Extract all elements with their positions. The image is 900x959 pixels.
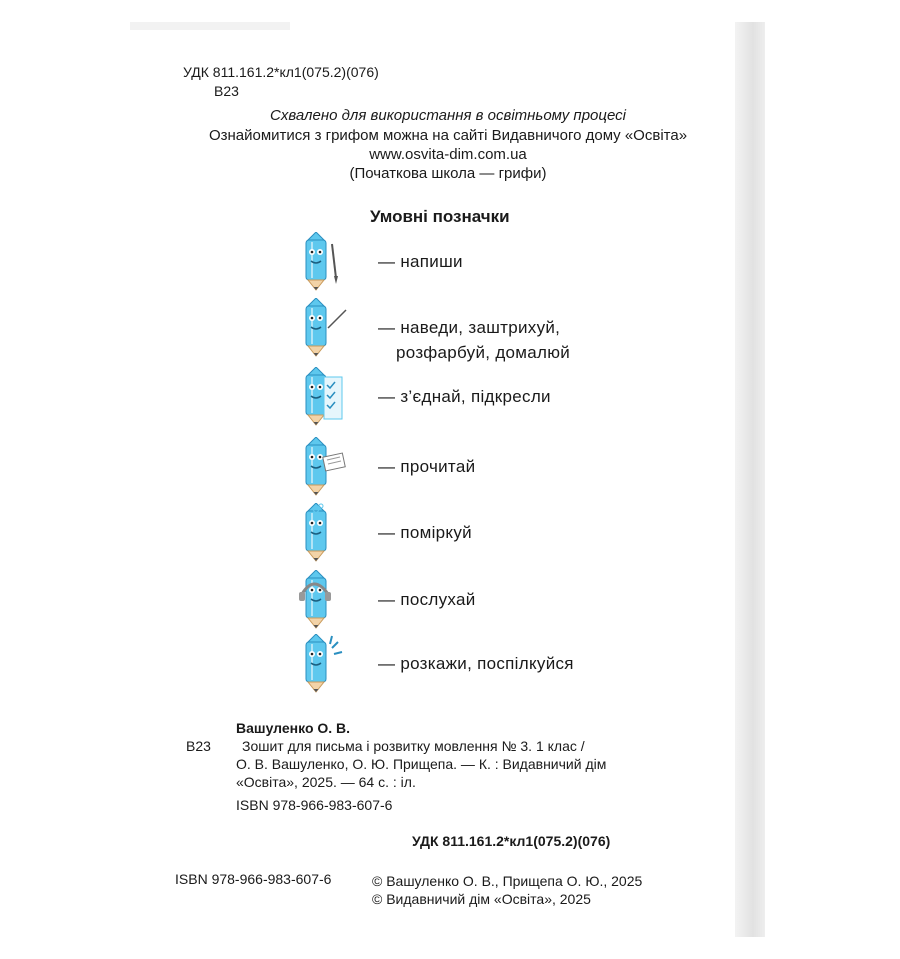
publisher-url: www.osvita-dim.com.ua xyxy=(369,146,527,163)
copyright-authors: © Вашуленко О. В., Прищепа О. Ю., 2025 xyxy=(372,873,643,889)
pencil-checklist-icon xyxy=(294,367,350,432)
grif-info: Ознайомитися з грифом можна на сайті Видавничого дому «Освіта» xyxy=(208,127,688,144)
scan-smudge xyxy=(130,22,290,30)
bibliography-line: «Освіта», 2025. — 64 с. : іл. xyxy=(236,774,416,790)
pencil-reading-icon xyxy=(294,437,350,502)
bibliography-isbn: ISBN 978-966-983-607-6 xyxy=(236,797,393,813)
legend-label: — розкажи, поспілкуйся xyxy=(378,654,574,673)
approval-note: Схвалено для використання в освітньому процесі xyxy=(270,107,626,124)
grif-section: (Початкова школа — грифи) xyxy=(349,165,547,182)
legend-label: — наведи, заштрихуй, xyxy=(378,318,561,337)
page-fold-shadow xyxy=(735,22,765,937)
legend-label: — послухай xyxy=(378,590,476,609)
bibliography-line: О. В. Вашуленко, О. Ю. Прищепа. — К. : Видавничий дім xyxy=(236,756,607,772)
library-code: В23 xyxy=(214,83,239,99)
pencil-pointer-icon xyxy=(294,298,350,363)
footer-isbn: ISBN 978-966-983-607-6 xyxy=(175,871,332,887)
pencil-thinking-icon xyxy=(294,503,350,568)
legend-title: Умовні позначки xyxy=(370,207,510,226)
bibliography-code: В23 xyxy=(186,738,211,754)
legend-label: розфарбуй, домалюй xyxy=(396,343,571,362)
pencil-headphones-icon xyxy=(294,570,350,635)
bibliography-line: Зошит для письма і розвитку мовлення № 3. 1 клас / xyxy=(242,738,585,754)
author-name: Вашуленко О. В. xyxy=(236,720,351,736)
bibliography-udk: УДК 811.161.2*кл1(075.2)(076) xyxy=(412,833,611,849)
legend-label: — прочитай xyxy=(378,457,476,476)
pencil-writing-icon xyxy=(294,232,350,297)
legend-label: — з’єднай, підкресли xyxy=(378,387,551,406)
page-margin xyxy=(765,0,900,959)
copyright-publisher: © Видавничий дім «Освіта», 2025 xyxy=(372,891,591,907)
pencil-speaking-icon xyxy=(294,634,350,699)
udk-code: УДК 811.161.2*кл1(075.2)(076) xyxy=(183,64,379,80)
legend-label: — поміркуй xyxy=(378,523,472,542)
legend-label: — напиши xyxy=(378,252,463,271)
